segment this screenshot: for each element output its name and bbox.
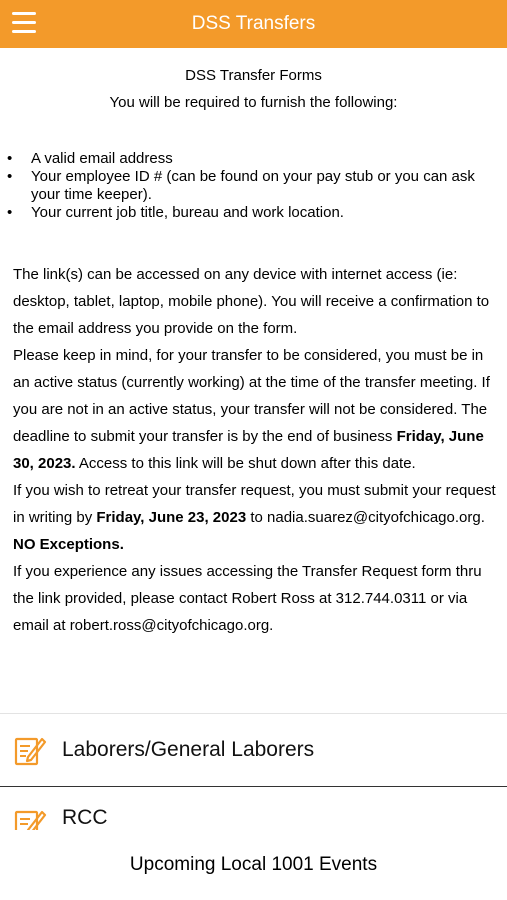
- divider: [0, 786, 507, 787]
- form-link-label: Laborers/General Laborers: [62, 738, 315, 761]
- retreat-paragraph: If you wish to retreat your transfer request, you must submit your request in writing by Friday, June 23, 2023 to nadia.suarez@cityofchicago.org.: [13, 482, 496, 526]
- instructions-text: [13, 261, 498, 639]
- requirement-item: • Your employee ID # (can be found on your pay stub or you can ask your time keeper).: [31, 168, 501, 204]
- form-edit-icon: [13, 733, 47, 767]
- upcoming-events-bar[interactable]: [0, 830, 507, 900]
- requirements-list: [0, 150, 501, 222]
- form-link-label: RCC: [62, 806, 108, 829]
- form-link-rcc[interactable]: [0, 788, 507, 830]
- status-paragraph: Please keep in mind, for your transfer to be considered, you must be in an active status (currently working) at the time of the transfer meeting. If you are not in an active status, your transfer will not be considered. The deadline to submit your transfer is by the end of business Friday, June 30, 2023. Access to this link will be shut down after this date.: [13, 347, 490, 472]
- page-title: DSS Transfers: [191, 13, 316, 34]
- no-exceptions-text: NO Exceptions.: [13, 536, 124, 553]
- hamburger-menu-icon[interactable]: [12, 12, 36, 34]
- form-link-laborers[interactable]: [0, 714, 507, 786]
- forms-heading: DSS Transfer Forms: [185, 67, 322, 84]
- upcoming-events-label: Upcoming Local 1001 Events: [129, 854, 378, 875]
- requirement-item: • Your current job title, bureau and work location.: [31, 204, 501, 222]
- requirement-item: • A valid email address: [31, 150, 501, 168]
- contact-paragraph: If you experience any issues accessing the Transfer Request form thru the link provided, please contact Robert Ross at 312.744.0311 or via email at robert.ross@cityofchicago.org.: [13, 563, 482, 634]
- form-edit-icon: [13, 806, 47, 830]
- access-paragraph: The link(s) can be accessed on any device with internet access (ie: desktop, tablet, laptop, mobile phone). You will receive a confirmation to the email address you provide on the form.: [13, 266, 490, 337]
- deadline-date: Friday, June 30, 2023.: [13, 428, 484, 472]
- app-header: [0, 0, 507, 48]
- retreat-date: Friday, June 23, 2023: [96, 509, 247, 526]
- forms-subheading: You will be required to furnish the following:: [109, 94, 398, 111]
